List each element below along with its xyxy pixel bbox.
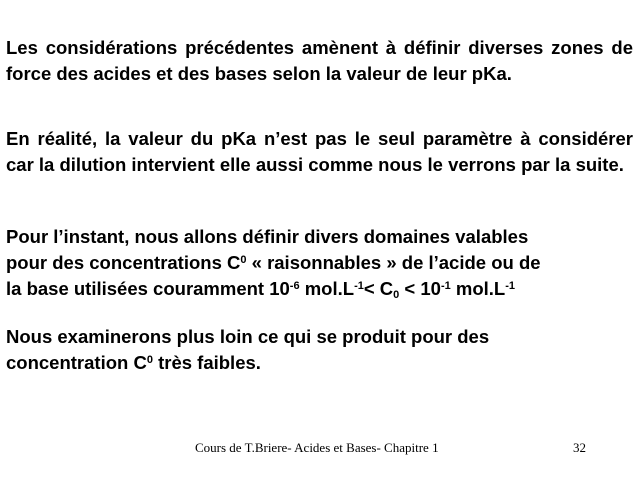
text-line: < 10 xyxy=(399,278,441,299)
text-line: « raisonnables » de l’acide ou de xyxy=(246,252,541,273)
paragraph-low-concentration xyxy=(6,324,633,376)
superscript: 0 xyxy=(240,253,247,266)
superscript: -6 xyxy=(289,279,300,292)
superscript: 0 xyxy=(146,353,153,366)
superscript: -1 xyxy=(440,279,451,292)
page-number: 32 xyxy=(573,440,586,455)
superscript: -1 xyxy=(354,279,364,292)
text-line: concentration C xyxy=(6,352,147,373)
text-line: la base utilisées couramment 10 xyxy=(6,278,290,299)
superscript: -1 xyxy=(505,279,515,292)
text-line: Pour l’instant, nous allons définir divers domaines valables xyxy=(6,226,529,247)
text-line: très faibles. xyxy=(152,352,261,373)
text-line: pour des concentrations C xyxy=(6,252,241,273)
paragraph-acid-base-zones: Les considérations précédentes amènent à définir diverses zones de force des acides et des bases selon la valeur de leur pKa. xyxy=(6,37,633,84)
text-line: mol.L xyxy=(450,278,506,299)
text-line: < C xyxy=(363,278,394,299)
paragraph-dilution-note: En réalité, la valeur du pKa n’est pas le seul paramètre à considérer car la dilution intervient elle aussi comme nous le verrons par la suite. xyxy=(6,128,633,175)
text-line: mol.L xyxy=(299,278,355,299)
text-line: Nous examinerons plus loin ce qui se produit pour des xyxy=(6,326,490,347)
footer-course-title: Cours de T.Briere- Acides et Bases- Chapitre 1 xyxy=(195,440,439,455)
subscript: 0 xyxy=(393,288,400,301)
paragraph-concentration-domains xyxy=(6,224,633,302)
